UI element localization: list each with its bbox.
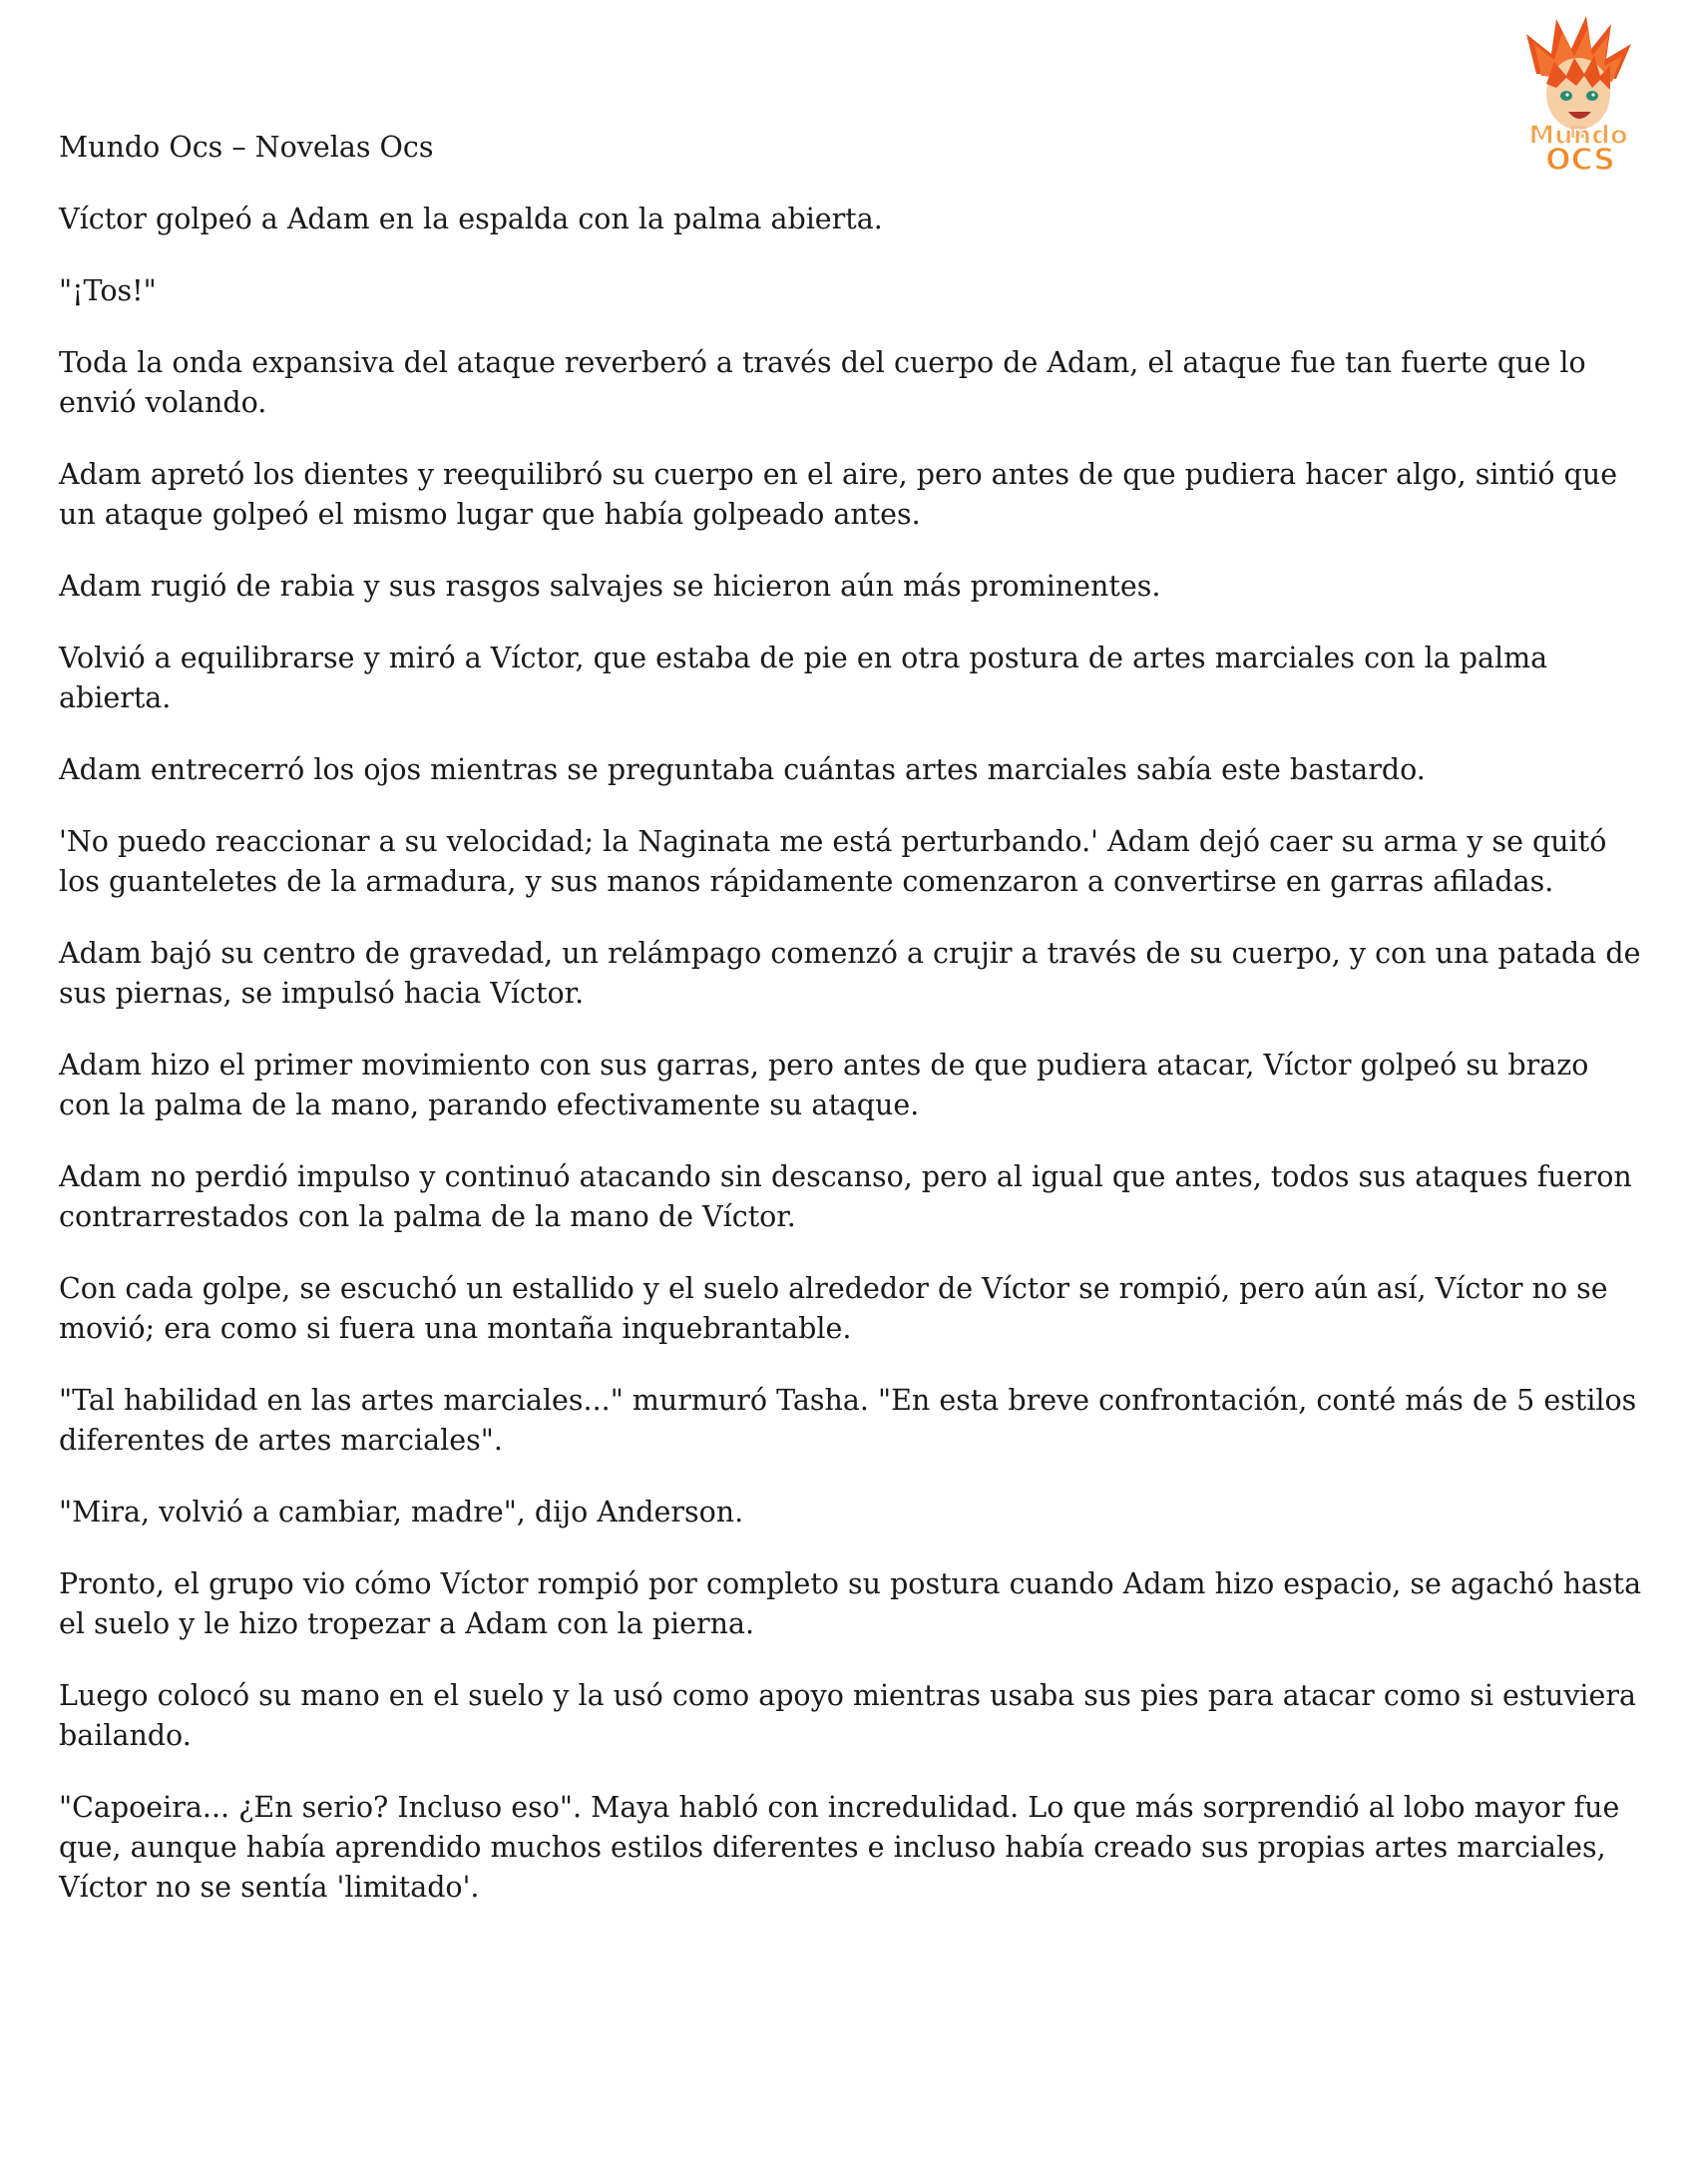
paragraph: Adam no perdió impulso y continuó atacando sin descanso, pero al igual que antes, todos sus ataques fueron contrarrestados con la palma de la mano de Víctor. <box>59 1160 1632 1233</box>
paragraph: Víctor golpeó a Adam en la espalda con la palma abierta. <box>59 203 883 235</box>
paragraph: "¡Tos!" <box>59 274 157 307</box>
paragraph: "Tal habilidad en las artes marciales..." murmuró Tasha. "En esta breve confrontación, conté más de 5 estilos diferentes de artes marciales". <box>59 1384 1637 1457</box>
paragraph: Adam bajó su centro de gravedad, un relámpago comenzó a crujir a través de su cuerpo, y con una patada de sus piernas, se impulsó hacia Víctor. <box>59 937 1641 1010</box>
paragraph: Adam apretó los dientes y reequilibró su cuerpo en el aire, pero antes de que pudiera hacer algo, sintió que un ataque golpeó el mismo lugar que había golpeado antes. <box>59 458 1618 531</box>
paragraph: 'No puedo reaccionar a su velocidad; la Naginata me está perturbando.' Adam dejó caer su arma y se quitó los guanteletes de la armadura, y sus manos rápidamente comenzaron a convertirse en garras afiladas. <box>59 825 1607 898</box>
site-title: Mundo Ocs – Novelas Ocs <box>59 131 434 164</box>
paragraph: Volvió a equilibrarse y miró a Víctor, que estaba de pie en otra postura de artes marciales con la palma abierta. <box>59 642 1548 714</box>
paragraph: Luego colocó su mano en el suelo y la usó como apoyo mientras usaba sus pies para atacar como si estuviera bailando. <box>59 1679 1637 1752</box>
paragraph: Toda la onda expansiva del ataque reverberó a través del cuerpo de Adam, el ataque fue tan fuerte que lo envió volando. <box>59 346 1586 419</box>
paragraph: "Mira, volvió a cambiar, madre", dijo Anderson. <box>59 1496 744 1529</box>
logo-text-bottom: OCS <box>1545 143 1615 174</box>
logo-text-top: Mundo <box>1528 121 1628 151</box>
paragraph: "Capoeira... ¿En serio? Incluso eso". Maya habló con incredulidad. Lo que más sorprendió al lobo mayor fue que, aunque había aprendido muchos estilos diferentes e incluso había creado sus propias artes marciales, Víctor no se sentía 'limitado'. <box>59 1791 1620 1904</box>
paragraph: Con cada golpe, se escuchó un estallido y el suelo alrededor de Víctor se rompió, pero aún así, Víctor no se movió; era como si fuera una montaña inquebrantable. <box>59 1272 1608 1345</box>
paragraph: Adam rugió de rabia y sus rasgos salvajes se hicieron aún más prominentes. <box>59 570 1161 603</box>
paragraph: Pronto, el grupo vio cómo Víctor rompió por completo su postura cuando Adam hizo espacio, se agachó hasta el suelo y le hizo tropezar a Adam con la pierna. <box>59 1567 1642 1640</box>
paragraph: Adam entrecerró los ojos mientras se preguntaba cuántas artes marciales sabía este bastardo. <box>59 753 1426 786</box>
paragraph: Adam hizo el primer movimiento con sus garras, pero antes de que pudiera atacar, Víctor golpeó su brazo con la palma de la mano, parando efectivamente su ataque. <box>59 1049 1589 1121</box>
document-body <box>59 128 1645 1940</box>
